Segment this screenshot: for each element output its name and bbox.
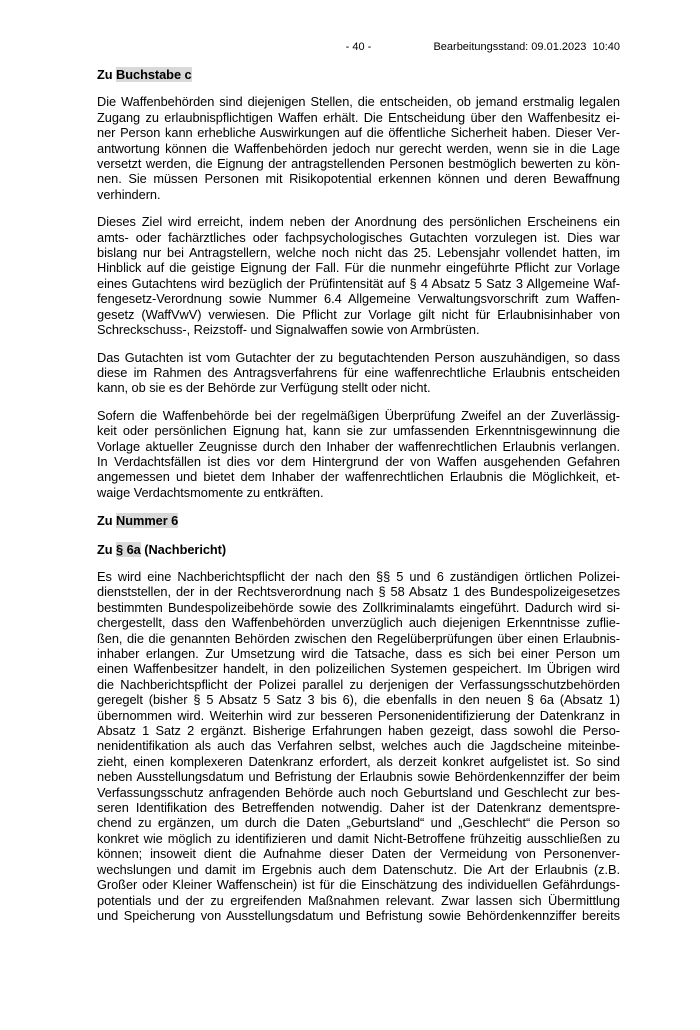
heading-prefix: Zu	[97, 541, 117, 557]
heading-zu-6a-nachbericht	[97, 542, 620, 557]
text-line: antwortung können die Waffenbehörden jedoch nur gerecht werden, wenn sie in die Lage	[97, 140, 620, 156]
paragraph-zeugnisse-verlangen	[97, 408, 620, 500]
text-line: diese im Rahmen des Antragsverfahrens für eine waffenrechtliche Erlaubnis entscheiden	[97, 364, 620, 380]
text-line: bislang nur bei Antragstellern, welche noch nicht das 25. Lebensjahr vollendet hatten, im	[97, 245, 620, 261]
text-line: fengesetz-Verordnung sowie Nummer 6.4 Allgemeine Verwaltungsvorschrift zum Waffen-	[97, 291, 620, 307]
text-line: nen. Sie müssen Personen mit Risikopotential erkennen können und deren Bewaffnung	[97, 171, 620, 187]
paragraph-nachberichtspflicht	[97, 569, 620, 923]
text-line: kann, ob sie es der Behörde zur Verfügung stellt oder nicht.	[97, 380, 431, 396]
text-line: neben Ausstellungsdatum und Befristung der Erlaubnis sowie Behördenkennziffer der beim	[97, 769, 620, 785]
page-header	[97, 40, 620, 54]
text-line: eines Gutachtens wird bezüglich der Prüfintensität auf § 4 Absatz 5 Satz 3 Allgemeine Waf-	[97, 275, 620, 291]
text-line: geregelt (bisher § 5 Absatz 5 Satz 3 bis 6), die ebenfalls in den neuen § 6a (Absatz 1)	[97, 692, 620, 708]
page-number: - 40 -	[345, 41, 372, 53]
text-line: konkret wie möglich zu identifizieren und damit Nicht-Betroffene frühzeitig ausschließen zu	[97, 830, 620, 846]
text-line: angemessen und bietet dem Inhaber der waffenrechtlichen Erlaubnis die Möglichkeit, et-	[97, 469, 620, 485]
text-line: können; insoweit dient die Aufnahme dieser Daten der Vermeidung von Personenver-	[97, 846, 620, 862]
text-line: Absatz 1 Satz 2 ergänzt. Bisherige Erfahrungen haben gezeigt, dass sowohl die Perso-	[97, 723, 620, 739]
document-page	[0, 40, 700, 1030]
heading-highlight-nummer-6: Nummer 6	[116, 513, 179, 529]
text-line: Es wird eine Nachberichtspflicht der nach den §§ 5 und 6 zuständigen örtlichen Polizei-	[97, 568, 620, 584]
text-line: dienststellen, der in der Rechtsverordnung nach § 58 Absatz 1 des Bundespolizeigesetzes	[97, 584, 620, 600]
paragraph-gutachten-pflicht	[97, 214, 620, 337]
text-line: chergestellt, dass den Waffenbehörden unverzüglich auch diejenigen Erkenntnisse zuflie-	[97, 615, 620, 631]
text-line: übernommen wird. Weiterhin wird zur besseren Personenidentifizierung der Datenkranz in	[97, 707, 620, 723]
text-line: nenidentifikation als auch das Verfahren selbst, welches auch die Jagdscheine miteinbe-	[97, 738, 620, 754]
text-line: ner Person kann erhebliche Auswirkungen auf die öffentliche Sicherheit haben. Dieser Ver-	[97, 125, 620, 141]
text-line: amts- oder fachärztliches oder fachpsychologisches Gutachten vorzulegen ist. Dies war	[97, 229, 620, 245]
heading-highlight-6a: § 6a	[116, 541, 141, 557]
text-line: Die Waffenbehörden sind diejenigen Stellen, die entscheiden, ob jemand erstmalig legalen	[97, 94, 620, 110]
heading-highlight-buchstabe-c: Buchstabe c	[116, 67, 192, 82]
text-line: potentials und der zu ergreifenden Maßnahmen relevant. Zwar lassen sich Übermittlung	[97, 892, 620, 908]
text-line: Zugang zu erlaubnispflichtigen Waffen erhält. Die Entscheidung über den Waffenbesitz ei-	[97, 109, 620, 125]
text-line: In Verdachtsfällen ist dies vor dem Hintergrund der von Waffen ausgehenden Gefahren	[97, 453, 620, 469]
text-line: waige Verdachtsmomente zu entkräften.	[97, 484, 324, 500]
text-line: versetzt werden, die Eignung der antragstellenden Personen bestmöglich bewerten zu kön-	[97, 156, 620, 172]
edit-status: Bearbeitungsstand: 09.01.2023 10:40	[433, 41, 620, 53]
text-line: einen Waffenbesitzer handelt, in den polizeilichen Systemen gespeichert. Im Übrigen wird	[97, 661, 620, 677]
text-line: Hinblick auf die geistige Eignung der Fall. Für die nunmehr eingeführte Pflicht zur Vorlage	[97, 260, 620, 276]
heading-zu-nummer-6	[97, 513, 620, 528]
text-line: verhindern.	[97, 186, 161, 202]
text-line: Schreckschuss-, Reizstoff- und Signalwaffen sowie von Armbrüsten.	[97, 322, 480, 338]
text-line: Sofern die Waffenbehörde bei der regelmäßigen Überprüfung Zweifel an der Zuverlässig-	[97, 407, 620, 423]
text-line: seren Identifikation des Betreffenden notwendig. Daher ist der Datenkranz dementspre-	[97, 800, 620, 816]
heading-prefix: Zu	[97, 67, 117, 82]
text-line: chend zu ergänzen, um durch die Daten „Geburtsland“ und „Geschlecht“ die Person so	[97, 815, 620, 831]
text-line: ßen, die die genannten Behörden zwischen den Regelüberprüfungen über einen Erlaubnis-	[97, 630, 620, 646]
text-line: keit oder persönlichen Eignung hat, kann sie zur umfassenden Erkenntnisgewinnung die	[97, 423, 620, 439]
text-line: Verfassungsschutz anfragenden Behörde auch noch Geburtsland und Geschlecht zur bes-	[97, 784, 620, 800]
text-line: zieht, einen komplexeren Datenkranz erfordert, als derzeit konkret aufgelistet ist. So sind	[97, 753, 620, 769]
text-line: bestimmten Bundespolizeibehörde sowie des Zollkriminalamts eingeführt. Dadurch wird si-	[97, 599, 620, 615]
text-line: Dieses Ziel wird erreicht, indem neben der Anordnung des persönlichen Erscheinens ein	[97, 214, 620, 230]
document-body	[97, 67, 620, 923]
paragraph-gutachten-aushaendigung	[97, 350, 620, 396]
text-line: wechslungen und damit im Ergebnis auch dem Datenschutz. Die Art der Erlaubnis (z.B.	[97, 861, 620, 877]
text-line: und Speicherung von Ausstellungsdatum und Befristung sowie Behördenkennziffer bereits	[97, 907, 620, 923]
text-line: gesetz (WaffVwV) verwiesen. Die Pflicht zur Vorlage gilt nicht für Erlaubnisinhaber von	[97, 306, 620, 322]
text-line: Großer oder Kleiner Waffenschein) ist für die Einschätzung des individuellen Gefährdungs-	[97, 877, 620, 893]
heading-zu-buchstabe-c	[97, 67, 620, 82]
text-line: inhaber erlangen. Zur Umsetzung wird die Tatsache, dass es sich bei einer Person um	[97, 646, 620, 661]
text-line: Vorlage aktueller Zeugnisse durch den Inhaber der waffenrechtlichen Erlaubnis verlangen.	[97, 438, 620, 454]
heading-suffix: (Nachbericht)	[140, 541, 227, 557]
heading-prefix: Zu	[97, 513, 117, 529]
paragraph-waffenbehoerden-rolle	[97, 94, 620, 202]
text-line: die Nachberichtspflicht der Polizei parallel zu derjenigen der Verfassungsschutzbehörden	[97, 676, 620, 692]
text-line: Das Gutachten ist vom Gutachter der zu begutachtenden Person auszuhändigen, so dass	[97, 349, 620, 365]
